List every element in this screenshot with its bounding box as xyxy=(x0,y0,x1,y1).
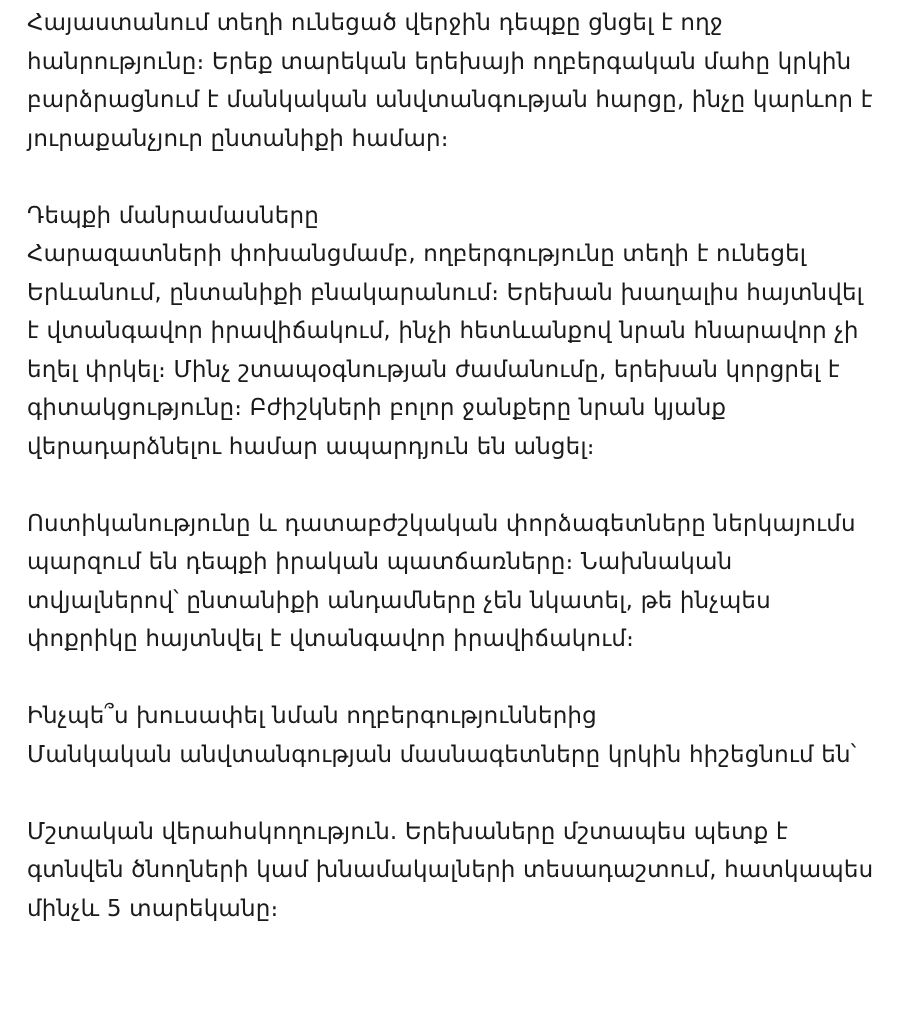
investigation-line: տվյալներով՝ ընտանիքի անդամները չեն նկատել, թե ինչպես xyxy=(27,587,771,614)
article-body xyxy=(27,4,907,928)
investigation-line: Ոստիկանությունը և դատաբժշկական փորձագետները ներկայումս xyxy=(27,510,856,537)
supervision-line: Մշտական վերահսկողություն. Երեխաները մշտապես պետք է xyxy=(27,818,788,845)
intro-line: բարձրացնում է մանկական անվտանգության հարցը, ինչը կարևոր է xyxy=(27,87,873,113)
details-line: Երևանում, ընտանիքի բնակարանում։ Երեխան խաղալիս հայտնվել xyxy=(27,279,864,306)
bottom-fade xyxy=(0,984,915,1024)
details-line: գիտակցությունը։ Բժիշկների բոլոր ջանքերը նրան կյանք xyxy=(27,395,727,421)
paragraph-gap xyxy=(27,774,907,813)
supervision-line: մինչև 5 տարեկանը։ xyxy=(27,895,279,922)
details-section xyxy=(27,197,907,467)
paragraph-gap xyxy=(27,659,907,698)
details-line: Հարազատների փոխանցմամբ, ողբերգությունը տեղի է ունեցել xyxy=(27,241,807,267)
investigation-paragraph xyxy=(27,505,907,659)
paragraph-gap xyxy=(27,158,907,197)
supervision-paragraph xyxy=(27,813,907,929)
intro-line: Հայաստանում տեղի ունեցած վերջին դեպքը ցնցել է ողջ xyxy=(27,10,723,36)
prevention-intro: Մանկական անվտանգության մասնագետները կրկին հիշեցնում են՝ xyxy=(27,741,857,768)
details-line: է վտանգավոր իրավիճակում, ինչի հետևանքով նրան հնարավոր չի xyxy=(27,318,859,344)
details-heading: Դեպքի մանրամասները xyxy=(27,202,319,229)
investigation-line: փոքրիկը հայտնվել է վտանգավոր իրավիճակում։ xyxy=(27,626,635,652)
paragraph-gap xyxy=(27,466,907,505)
intro-line: յուրաքանչյուր ընտանիքի համար։ xyxy=(27,125,449,152)
intro-paragraph xyxy=(27,4,907,158)
details-line: եղել փրկել։ Մինչ շտապօգնության ժամանումը, երեխան կորցրել է xyxy=(27,356,840,383)
prevention-section xyxy=(27,697,907,774)
intro-line: հանրությունը։ Երեք տարեկան երեխայի ողբերգական մահը կրկին xyxy=(27,48,852,75)
supervision-line: գտնվեն ծնողների կամ խնամակալների տեսադաշտում, հատկապես xyxy=(27,857,874,883)
details-line: վերադարձնելու համար ապարդյուն են անցել։ xyxy=(27,433,595,460)
prevention-heading: Ինչպե՞ս խուսափել նման ողբերգություններից xyxy=(27,703,597,729)
investigation-line: պարզում են դեպքի իրական պատճառները։ Նախնական xyxy=(27,549,733,575)
